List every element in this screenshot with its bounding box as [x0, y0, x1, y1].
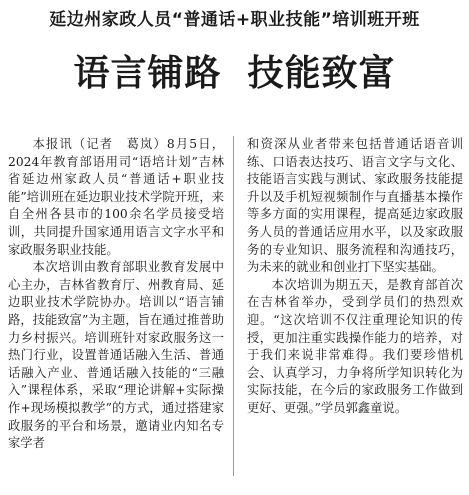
body-paragraph: 本次培训为期五天，是教育部首次在吉林省举办，受到学员们的热烈欢迎。“这次培训不仅注重理论知识的传授，更加注重实践操作能力的培养，对于我们来说非常难得。我们要珍惜机会、认真学习，力争将所学知识转化为实际技能，在今后的家政服务工作做到更好、更强。”学员郭鑫童说。 — [247, 277, 463, 415]
continued-paragraph: 和资深从业者带来包括普通话语音训练、口语表达技巧、语言文字与文化、技能语言实践与测试、家政服务技能提升以及手机短视频制作与直播基本操作等多方面的实用课程，提高延边家政服务人员的普通话应用水平，以及家政服务的专业知识、服务流程和沟通技巧，为未来的就业和创业打下坚实基础。 — [247, 137, 463, 275]
body-paragraph: 本次培训由教育部职业教育发展中心主办，吉林省教育厅、州教育局、延边职业技术学院协办。培训以“语言铺路，技能致富”为主题，旨在通过推普助力乡村振兴。培训班针对家政服务这一热门行业，设置普通话融入生活、普通话融入产业、普通话融入技能的“三融入”课程体系，采取“理论讲解+实际操作+现场模拟教学”的方式，通过搭建家政服务的平台和场景，邀请业内知名专家学者 — [8, 260, 224, 451]
kicker-headline: 延边州家政人员“普通话+职业技能”培训班开班 — [49, 10, 420, 30]
column-divider — [233, 136, 234, 476]
lead-paragraph: 本报讯（记者 葛岚）8月5日，2024年教育部语用司“语培计划”吉林省延边州家政人员“普通话+职业技能”培训班在延边职业技术学院开班，来自全州各县市的100余名学员接受培训，共同提升国家通用语言文字水平和家政服务职业技能。 — [8, 137, 224, 257]
headline-part-2: 技能致富 — [247, 53, 396, 94]
left-column — [8, 136, 224, 453]
right-column — [247, 136, 463, 418]
main-headline — [0, 52, 469, 96]
headline-part-1: 语言铺路 — [73, 53, 222, 94]
